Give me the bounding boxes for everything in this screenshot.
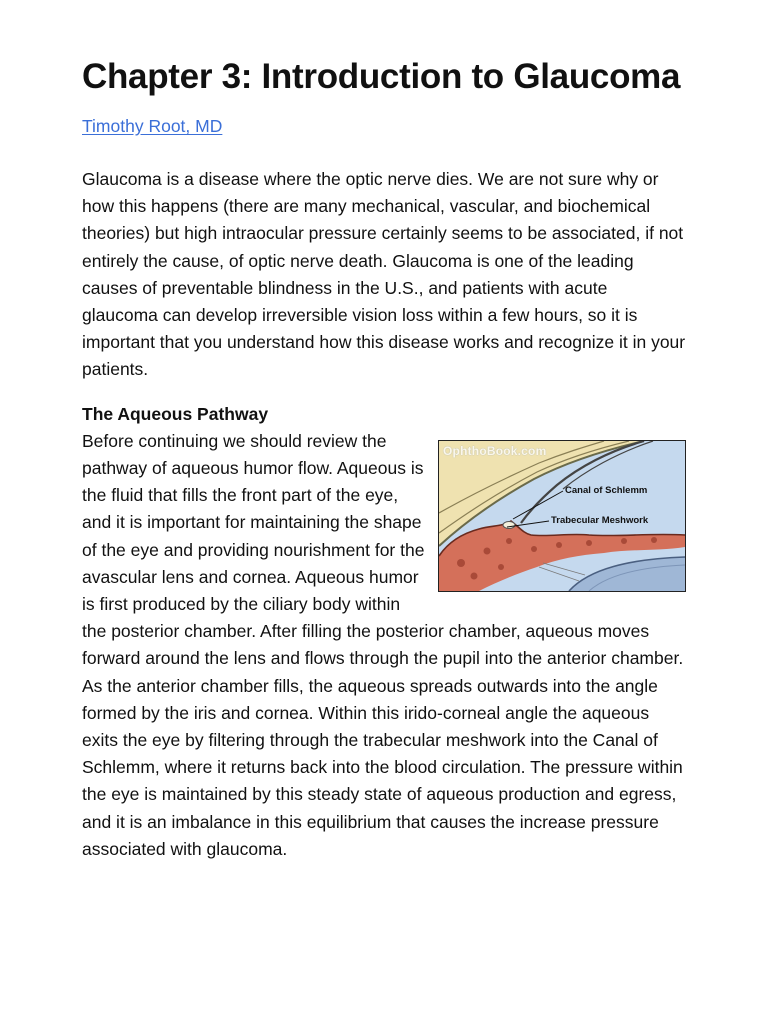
document-page [82, 54, 686, 863]
intro-paragraph: Glaucoma is a disease where the optic nerve dies. We are not sure why or how this happens (there are many mechanical, vascular, and biochemical theories) but high intraocular pressure certainly seems to be associated, if not entirely the cause, of optic nerve death. Glaucoma is one of the leading causes of preventable blindness in the U.S., and patients with acute glaucoma can develop irreversible vision loss within a few hours, so it is important that you understand how this disease works and recognize it in your patients. [82, 169, 686, 380]
section-body: Before continuing we should review the pathway of aqueous humor flow. Aqueous is the fluid that fills the front part of the eye, and it is important for maintaining the shape of the eye and providing nourishment for the avascular lens and cornea. Aqueous humor is first produced by the ciliary body within the posterior chamber. After filling the posterior chamber, aqueous moves forward around the lens and flows through the pupil into the anterior chamber. As the anterior chamber fills, the aqueous spreads outwards into the angle formed by the iris and cornea. Within this irido-corneal angle the aqueous exits the eye by filtering through the trabecular meshwork into the Canal of Schlemm, where it returns back into the blood circulation. The pressure within the eye is maintained by this steady state of aqueous production and egress, and it is an imbalance in this equilibrium that causes the increase pressure associated with glaucoma. [82, 430, 684, 859]
figure-watermark: OphthoBook.com [443, 443, 547, 458]
label-canal-of-schlemm: Canal of Schlemm [565, 484, 648, 496]
section-heading: The Aqueous Pathway [82, 403, 269, 424]
aqueous-pathway-diagram [438, 440, 686, 592]
chapter-title: Chapter 3: Introduction to Glaucoma [82, 57, 681, 96]
author-link[interactable]: Timothy Root, MD [82, 116, 223, 136]
label-trabecular-meshwork: Trabecular Meshwork [551, 514, 649, 526]
